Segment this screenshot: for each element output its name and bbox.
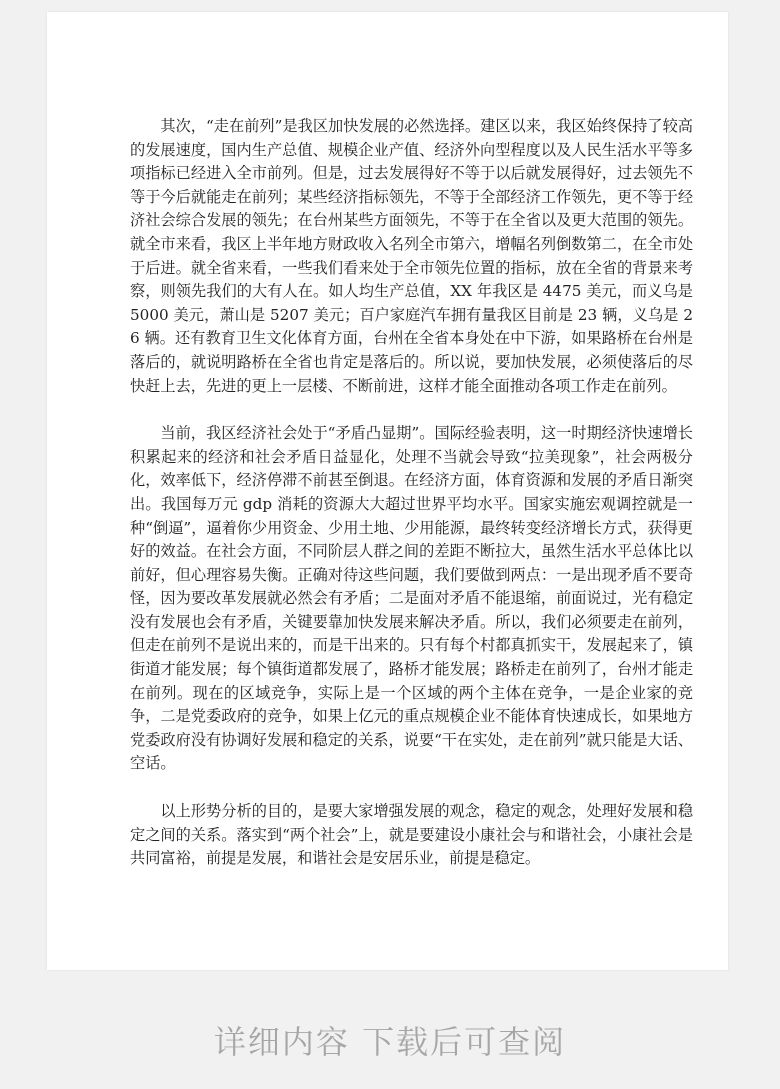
watermark: ​ (54, 272, 60, 288)
paragraph: 其次，“走在前列”是我区加快发展的必然选择。建区以来，我区始终保持了较高的发展速度，国内生产总值、规模企业产值、经济外向型程度以及人民生活水平等多项指标已经进入全市前列。但是，过去发展得好不等于以后就发展得好，过去领先不等于今后就能走在前列；某些经济指标领先，不等于全部经济工作领先，更不等于经济社会综合发展的领先；在台州某些方面领先，不等于在全省以及更大范围的领先。就全市来看，我区上半年地方财政收入名列全市第六，增幅名列倒数第二，在全市处于后进。就全省来看，一些我们看来处于全市领先位置的指标，放在全省的背景来考察，则领先我们的大有人在。如人均生产总值，XX 年我区是 4475 美元，而义乌是 5000 美元，萧山是 5207 美元；百户家庭汽车拥有量我区目前是 23 辆，义乌是 26 辆。还有教育卫生文化体育方面，台州在全省本身处在中下游，如果路桥在台州是落后的，就说明路桥在全省也肯定是落后的。所以说，要加快发展，必须使落后的尽快赶上去，先进的更上一层楼、不断前进，这样才能全面推动各项工作走在前列。 (130, 117, 693, 395)
paragraph: 以上形势分析的目的，是要大家增强发展的观念，稳定的观念，处理好发展和稳定之间的关系。落实到“两个社会”上，就是要建设小康社会与和谐社会，小康社会是共同富裕，前提是发展，和谐社会是安居乐业，前提是稳定。 (130, 802, 693, 868)
paragraph: 当前，我区经济社会处于“矛盾凸显期”。国际经验表明，这一时期经济快速增长积累起来的经济和社会矛盾日益显化，处理不当就会导致“拉美现象”，社会两极分化，效率低下，经济停滞不前甚至倒退。在经济方面，体育资源和发展的矛盾日渐突出。我国每万元 gdp 消耗的资源大大超过世界平均水平。国家实施宏观调控就是一种“倒逼”，逼着你少用资金、少用土地、少用能源，最终转变经济增长方式，获得更好的效益。在社会方面，不同阶层人群之间的差距不断拉大，虽然生活水平总体比以前好，但心理容易失衡。正确对待这些问题，我们要做到两点：一是出现矛盾不要奇怪，因为要改革发展就必然会有矛盾；二是面对矛盾不能退缩，前面说过，光有稳定没有发展也会有矛盾，关键要靠加快发展来解决矛盾。所以，我们必须要走在前列，但走在前列不是说出来的，而是干出来的。只有每个村都真抓实干，发展起来了，镇街道才能发展；每个镇街道都发展了，路桥才能发展；路桥走在前列了，台州才能走在前列。现在的区域竞争，实际上是一个区域的两个主体在竞争，一是企业家的竞争，二是党委政府的竞争，如果上亿元的重点规模企业不能体育快速成长，如果地方党委政府没有协调好发展和稳定的关系，说要“干在实处，走在前列”就只能是大话、空话。 (130, 424, 693, 773)
document-body (130, 115, 693, 871)
document-page (47, 12, 728, 970)
download-prompt: 详细内容 下载后可查阅 (213, 1023, 567, 1061)
